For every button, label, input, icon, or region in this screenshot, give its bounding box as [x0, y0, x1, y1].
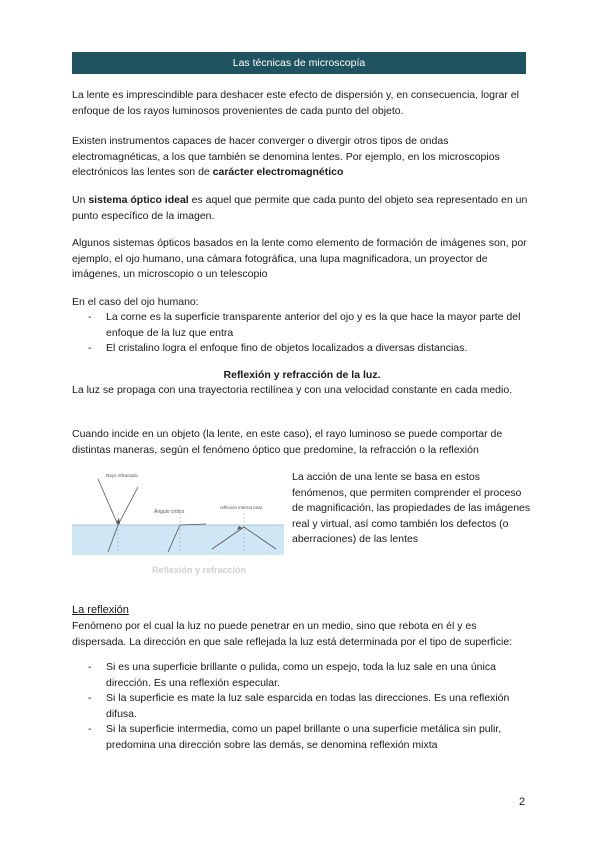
figure-caption: Reflexión y refracción: [152, 565, 247, 575]
reflection-refraction-figure: [72, 467, 284, 579]
header-title: Las técnicas de microscopía: [232, 57, 366, 69]
list-item: - Si la superficie intermedia, como un papel brillante o una superficie metálica sin pulir, predomina una dirección sobre las demás, se denomina reflexión mixta: [86, 722, 536, 753]
list-item: - El cristalino logra el enfoque fino de objetos localizados a diversas distancias.: [86, 341, 536, 357]
list-item: - La corne es la superficie transparente anterior del ojo y es la que hace la mayor parte del enfoque de la luz que entra: [86, 310, 536, 341]
paragraph-electromagnetic: [72, 134, 532, 181]
bold-term: carácter electromagnético: [212, 166, 344, 178]
page-number: 2: [519, 796, 526, 808]
figure-label-angle: Ángulo crítico: [154, 509, 185, 515]
page-header: [72, 52, 526, 74]
paragraph-propagation: La luz se propaga con una trayectoria rectilínea y con una velocidad constante en cada medio.: [72, 384, 513, 396]
paragraph-text: Existen instrumentos capaces de hacer converger o divergir otros tipos de ondas electromagnéticas, a los que también se denomina lentes. Por ejemplo, en los microscopios electrónicos las lentes son de: [72, 135, 500, 178]
paragraph-incidence: Cuando incide en un objeto (la lente, en este caso), el rayo luminoso se puede comportar de distintas maneras, según el fenómeno óptico que predomine, la refracción o la reflexión: [72, 428, 503, 456]
paragraph-eye-intro: En el caso del ojo humano:: [72, 296, 199, 308]
paragraph-reflexion-intro: Fenómeno por el cual la luz no puede penetrar en un medio, sino que rebota en él y es dispersada. La dirección en que sale reflejada la luz está determinada por el tipo de superficie:: [72, 620, 513, 648]
reflexion-title: La reflexión: [72, 604, 129, 616]
bold-term: sistema óptico ideal: [88, 194, 189, 206]
section-title: Reflexión y refracción de la luz.: [223, 369, 381, 381]
figure-label-ray: Rayo refractado: [106, 473, 139, 478]
paragraph-optical-systems: Algunos sistemas ópticos basados en la lente como elemento de formación de imágenes son, por ejemplo, el ojo humano, una cámara fotográfica, una lupa magnificadora, un proyector de imágenes, un microscopio o un telescopio: [72, 237, 527, 280]
eye-bullet-list: [86, 310, 536, 357]
figure-side-text: La acción de una lente se basa en estos fenómenos, que permiten comprender el proceso de magnificación, las propiedades de las imágenes real y virtual, así como también los defectos (o aberraciones) de las lentes: [292, 471, 531, 545]
paragraph-text: es aquel que permite que cada punto del objeto sea representado en un punto específico de la imagen.: [72, 194, 528, 222]
paragraph-dispersion: La lente es imprescindible para deshacer este efecto de dispersión y, en consecuencia, lograr el enfoque de los rayos luminosos provenientes de cada punto del objeto.: [72, 89, 519, 117]
reflexion-bullet-list: [86, 660, 536, 753]
paragraph-text: Un: [72, 194, 89, 206]
list-item: - Si la superficie es mate la luz sale esparcida en todas las direcciones. Es una reflexión difusa.: [86, 691, 536, 722]
paragraph-ideal-system: [72, 193, 532, 224]
figure-label-reflection: reflexión interna total: [220, 505, 262, 510]
list-item: - Si es una superficie brillante o pulida, como un espejo, toda la luz sale en una única dirección. Es una reflexión especular.: [86, 660, 536, 691]
